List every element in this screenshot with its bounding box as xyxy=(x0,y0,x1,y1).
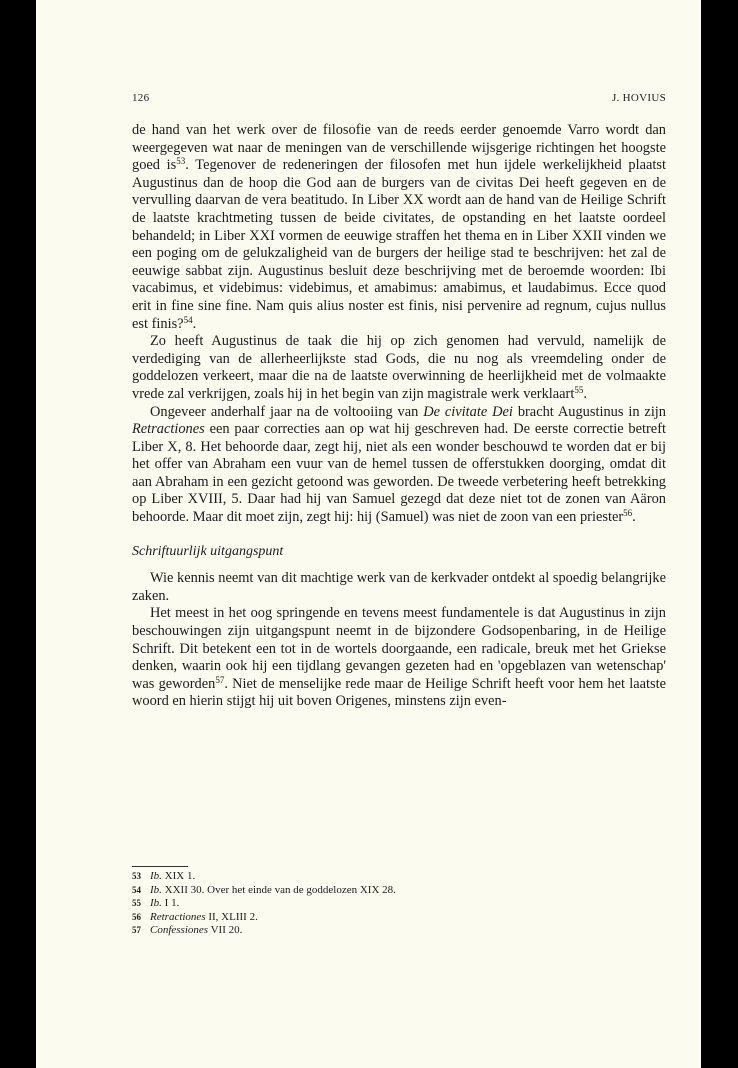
footnote: 57 Confessiones VII 20. xyxy=(132,924,243,936)
footnote-ref[interactable]: 53 xyxy=(176,156,186,167)
footnotes xyxy=(132,870,666,938)
footnote-number: 53 xyxy=(132,871,141,881)
book-title: De civitate Dei xyxy=(423,403,513,420)
footnote: 53 Ib. XIX 1. xyxy=(132,870,196,882)
body-text xyxy=(132,122,666,711)
footnote-number: 56 xyxy=(132,911,141,922)
footnote-number: 54 xyxy=(132,884,141,895)
page-number: 126 xyxy=(132,92,150,104)
footnote-number: 57 xyxy=(132,925,141,935)
book-title: Retractiones xyxy=(132,421,205,438)
section-heading: Schriftuurlijk uitgangspunt xyxy=(132,543,284,559)
footnote: 56 Retractiones II, XLIII 2. xyxy=(132,910,258,923)
paragraph: de hand van het werk over de filosofie van de reeds eerder genoemde Varro wordt dan weergegeven wat naar de meningen van de verschillende wijsgerige richtingen het hoogste goed $is^{53}$. Tegenover de redeneringen der filosofen met hun ijdele werkelijkheid plaatst Augustinus dan de hoop die God aan de burgers van de civitas Dei heeft gegeven en de vervulling daarvan de vera beatitudo. In Liber XX wordt aan de hand van de Heilige Schrift de laatste krachtmeting tussen de beide civitates, de opstanding en het laatste oordeel behandeld; in Liber XXI vormen de eeuwige straffen het thema en in Liber XXII vinden we een poging om de gelukzaligheid van de burgers der heilige stad te beschrijven: het zal de eeuwige sabbat zijn. Augustinus besluit deze beschrijving met de beroemde woorden: Ibi vacabimus, et videbimus: videbimus, et amabimus: amabimus, et laudabimus. Ecce quod erit in fine sine fine. Nam quis alius noster est finis, nisi pervenire ad regnum, cujus nullus est finis?$^{54}$. xyxy=(132,122,667,332)
paragraph: Het meest in het oog springende en tevens meest fundamentele is dat Augustinus in zijn beschouwingen zijn uitgangspunt neemt in de bijzondere Godsopenbaring, in de Heilige Schrift. Dit betekent een tot in de wortels doorgaande, een radicale, breuk met het Griekse denken, waarin ook hij een tijdlang gevangen gezeten had en 'opgeblazen van wetenschap' was geworden$^{57}$. Niet de menselijke rede maar de Heilige Schrift heeft voor hem het laatste woord en hierin stijgt hij uit boven Origenes, minstens zijn even- xyxy=(132,605,667,710)
footnote: 55 Ib. I 1. xyxy=(132,897,180,909)
footnote-divider xyxy=(132,866,188,867)
footnote-number: 55 xyxy=(132,898,141,908)
paragraph: Wie kennis neemt van dit machtige werk van de kerkvader ontdekt al spoedig belangrijke zaken. xyxy=(132,570,666,604)
footnote: 54 Ib. XXII 30. Over het einde van de goddelozen XIX 28. xyxy=(132,883,396,896)
paragraph: Zo heeft Augustinus de taak die hij op zich genomen had vervuld, namelijk de verdediging van de allerheerlijkste stad Gods, die nu nog als vreemdeling onder de goddelozen verkeert, maar die na de laatste overwinning de heerlijkheid met de volmaakte vrede zal verkrijgen, zoals hij in het begin van zijn magistrale werk verklaart$^{55}$. xyxy=(132,333,666,402)
footnote-ref[interactable]: 57 xyxy=(215,674,225,685)
running-head: J. HOVIUS xyxy=(611,92,666,104)
footnote-ref[interactable]: 56 xyxy=(623,508,633,519)
footnote-ref[interactable]: 55 xyxy=(574,384,584,395)
footnote-ref[interactable]: 54 xyxy=(183,314,193,325)
paragraph: Ongeveer anderhalf jaar na de voltooiing van De civitate Dei bracht Augustinus in zijn Retractiones een paar correcties aan op wat hij geschreven had. De eerste correctie betreft Liber X, 8. Het behoorde daar, zegt hij, niet als een wonder beschouwd te worden dat er bij het offer van Abraham een vuur van de hemel tussen de offerstukken doorging, omdat dit aan Abraham in een gezicht getoond was geworden. De tweede verbetering heeft betrekking op Liber XVIII, 5. Daar had hij van Samuel gezegd dat deze niet tot de zonen van Aäron behoorde. Maar dit moet zijn, zegt hij: hij (Samuel) was niet de zoon van een priester$^{56}$. xyxy=(132,403,667,526)
